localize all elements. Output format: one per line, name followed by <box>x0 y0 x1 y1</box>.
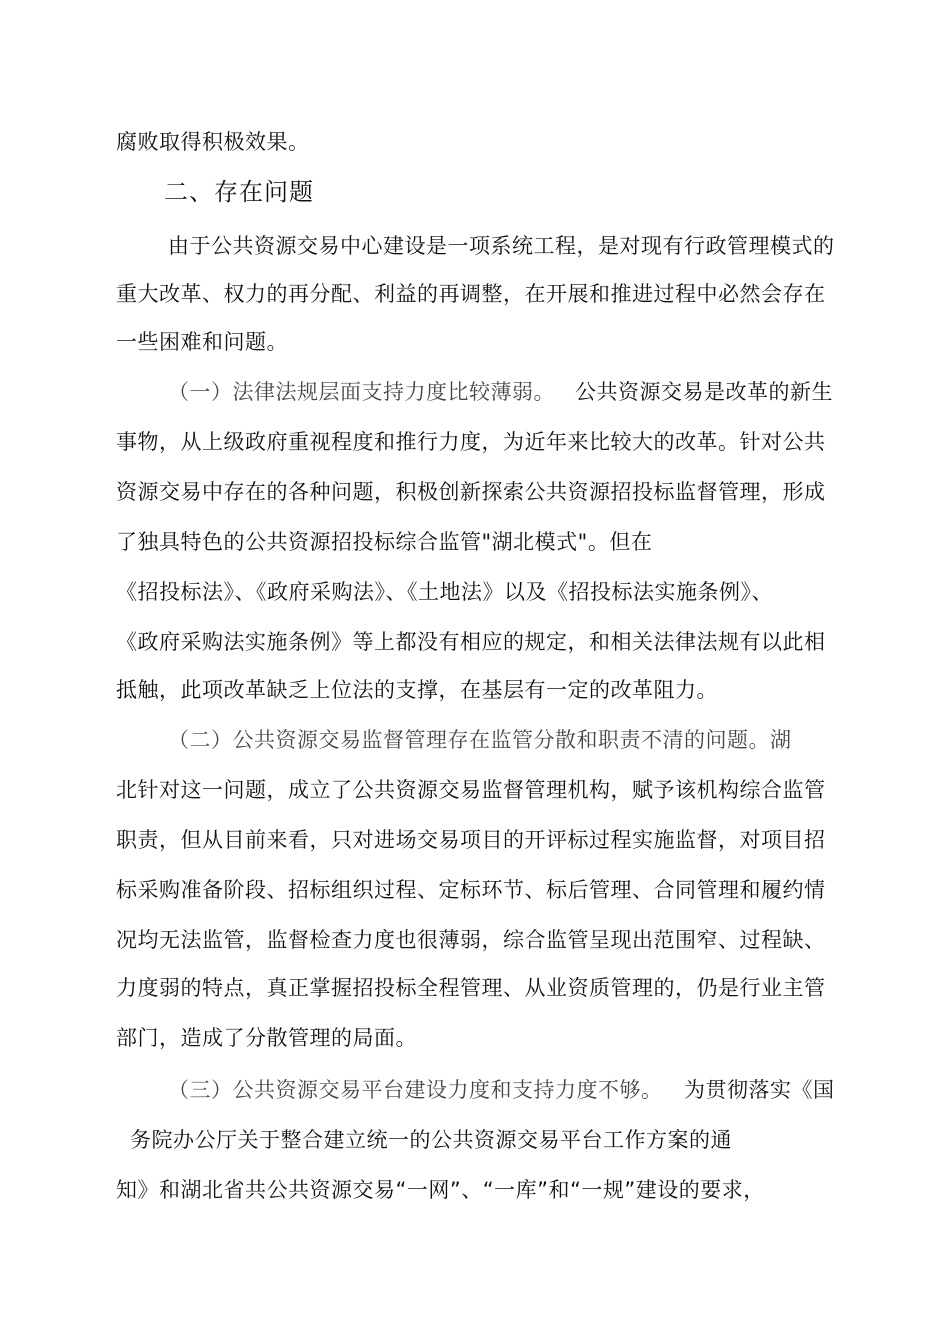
paragraph-line: 况均无法监管，监督检查力度也很薄弱，综合监管呈现出范围窄、过程缺、 <box>116 928 826 952</box>
paragraph-line: 由于公共资源交易中心建设是一项系统工程，是对现有行政管理模式的 <box>168 234 835 258</box>
paragraph-line: 重大改革、权力的再分配、利益的再调整，在开展和推进过程中必然会存在 <box>116 282 826 306</box>
paragraph-line: 公共资源交易是改革的新生 <box>575 380 833 404</box>
subheading-inline: （三）公共资源交易平台建设力度和支持力度不够。 <box>168 1078 663 1102</box>
paragraph-line: 事物，从上级政府重视程度和推行力度，为近年来比较大的改革。针对公共 <box>116 430 826 454</box>
paragraph-line: 一些困难和问题。 <box>116 330 288 354</box>
paragraph-line: 知》和湖北省共公共资源交易“一网”、“一库”和“一规”建设的要求， <box>116 1178 765 1202</box>
paragraph-line: 为贯彻落实《国 <box>684 1078 835 1102</box>
paragraph-line: （二）公共资源交易监督管理存在监管分散和职责不清的问题。湖 <box>168 728 792 752</box>
paragraph-line: 资源交易中存在的各种问题，积极创新探索公共资源招投标监督管理，形成 <box>116 480 826 504</box>
section-heading: 二、存在问题 <box>164 178 314 206</box>
paragraph-line: 标采购准备阶段、招标组织过程、定标环节、标后管理、合同管理和履约情 <box>116 878 826 902</box>
paragraph-line: 部门，造成了分散管理的局面。 <box>116 1026 417 1050</box>
paragraph-line: 务院办公厅关于整合建立统一的公共资源交易平台工作方案的通 <box>130 1128 732 1152</box>
paragraph-line: 职责，但从目前来看，只对进场交易项目的开评标过程实施监督，对项目招 <box>116 828 826 852</box>
paragraph-line: 《政府采购法实施条例》等上都没有相应的规定，和相关法律法规有以此相 <box>116 630 826 654</box>
paragraph-line: 北针对这一问题，成立了公共资源交易监督管理机构，赋予该机构综合监管 <box>116 778 826 802</box>
paragraph-line: 了独具特色的公共资源招投标综合监管"湖北模式"。但在 <box>116 530 653 554</box>
subheading-inline: （一）法律法规层面支持力度比较薄弱。 <box>168 380 555 404</box>
paragraph-line: 抵触，此项改革缺乏上位法的支撑，在基层有一定的改革阻力。 <box>116 678 718 702</box>
paragraph-line: 力度弱的特点，真正掌握招投标全程管理、从业资质管理的，仍是行业主管 <box>116 976 826 1000</box>
paragraph-line: 腐败取得积极效果。 <box>116 130 310 154</box>
paragraph-line: 《招投标法》、《政府采购法》、《土地法》以及《招投标法实施条例》、 <box>116 580 773 604</box>
